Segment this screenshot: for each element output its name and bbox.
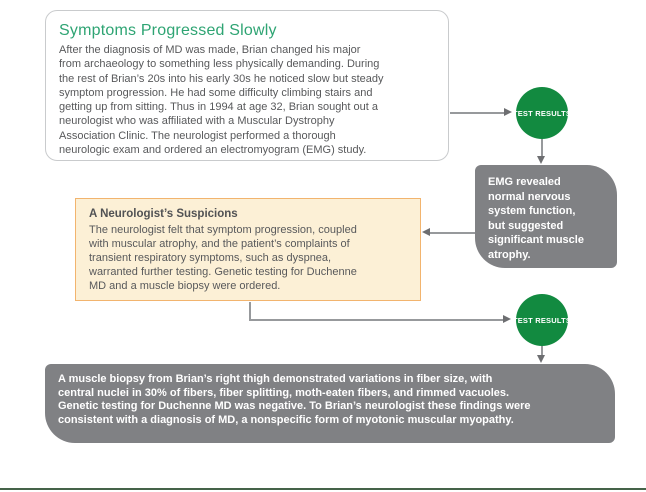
suspicions-body-line: MD and a muscle biopsy were ordered. — [89, 280, 281, 292]
suspicions-body-line: with muscular atrophy, and the patient’s complaints of — [89, 238, 350, 250]
suspicions-card-body — [89, 223, 420, 293]
test-results-badge-1-label: TEST RESULTS — [512, 108, 572, 118]
arrowhead-right-icon — [504, 108, 512, 116]
test-results-badge-2 — [512, 294, 572, 346]
intro-card-body-line: symptom progression. He had some difficulty climbing stairs and — [59, 86, 373, 99]
test-results-badge-2-label: TEST RESULTS — [512, 315, 572, 325]
intro-card-body-line: neurologist who was affiliated with a Muscular Dystrophy — [59, 115, 335, 128]
arrowhead-left-icon — [422, 228, 430, 236]
biopsy-result-line: Genetic testing for Duchenne MD was negative. To Brian’s neurologist these findings were — [58, 400, 531, 413]
emg-result-line: system function, — [488, 205, 576, 217]
emg-result-line: normal nervous — [488, 190, 571, 203]
intro-card-body-line: After the diagnosis of MD was made, Brian changed his major — [59, 44, 361, 56]
biopsy-result-line: A muscle biopsy from Brian’s right thigh demonstrated variations in fiber size, with — [58, 373, 493, 385]
test-results-badge-1 — [512, 87, 572, 139]
intro-card-body — [59, 43, 448, 157]
intro-card-body-line: neurologic exam and ordered an electromyogram (EMG) study. — [59, 144, 367, 157]
biopsy-result-line: central nuclei in 30% of fibers, fiber splitting, moth-eaten fibers, and rimmed vacuoles. — [58, 386, 510, 399]
connector-line — [541, 139, 543, 157]
suspicions-card-title: A Neurologist’s Suspicions — [89, 208, 238, 220]
connector-line — [249, 319, 504, 321]
emg-result-line: atrophy. — [488, 248, 531, 261]
biopsy-result-box — [45, 364, 615, 443]
footer-rule — [0, 488, 646, 490]
arrowhead-right-icon — [503, 315, 511, 323]
emg-result-box — [475, 165, 617, 268]
suspicions-card — [75, 198, 421, 301]
suspicions-body-line: The neurologist felt that symptom progression, coupled — [89, 224, 357, 236]
emg-result-line: significant muscle — [488, 234, 584, 246]
emg-result-line: EMG revealed — [488, 176, 561, 188]
biopsy-result-line: consistent with a diagnosis of MD, a nonspecific form of myotonic muscular myopathy. — [58, 413, 514, 426]
suspicions-body-line: warranted further testing. Genetic testing for Duchenne — [89, 266, 357, 278]
connector-line — [450, 112, 505, 114]
intro-card — [45, 10, 449, 161]
arrowhead-down-icon — [537, 355, 545, 363]
intro-card-title: Symptoms Progressed Slowly — [59, 22, 277, 39]
connector-line — [249, 302, 251, 320]
intro-card-body-line: from archaeology to something less physically demanding. During — [59, 58, 380, 71]
intro-card-body-line: getting up from sitting. Thus in 1994 at age 32, Brian sought out a — [59, 101, 379, 114]
suspicions-body-line: transient respiratory symptoms, such as dyspnea, — [89, 252, 332, 264]
emg-result-line: but suggested — [488, 219, 564, 232]
intro-card-body-line: Association Clinic. The neurologist performed a thorough — [59, 129, 336, 142]
arrowhead-down-icon — [537, 156, 545, 164]
intro-card-body-line: the rest of Brian’s 20s into his early 30s he noticed slow but steady — [59, 72, 384, 85]
connector-line — [430, 232, 475, 234]
